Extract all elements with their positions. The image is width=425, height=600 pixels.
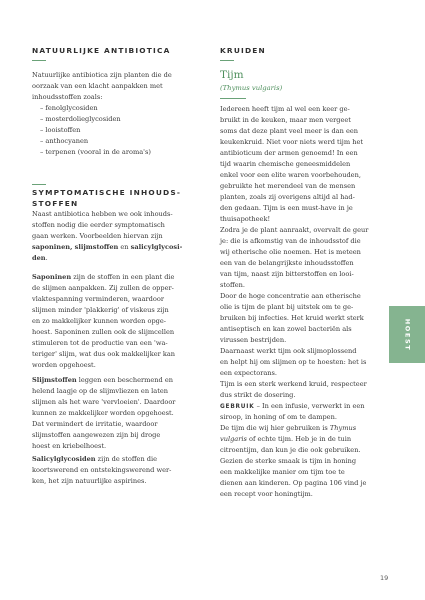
text-line: slijmen als het ware 'vervloeien'. Daardoor <box>32 398 176 406</box>
text-line: en zo makkelijker kunnen worden opge- <box>32 317 167 325</box>
text-line: oorzaak van een klacht aanpakken met <box>32 82 163 90</box>
text-line: tijd waarin chemische geneesmiddelen <box>220 160 351 168</box>
text-line: Saponinen zijn de stoffen in een plant die <box>32 273 175 281</box>
paragraph-symptomatisch <box>32 209 182 264</box>
text-line: een recept voor honingtijm. <box>220 490 313 498</box>
text-line: inhoudsstoffen zoals: <box>32 93 103 101</box>
list-item: – terpenen (vooral in de aroma's) <box>40 148 151 156</box>
text-line: Zodra je de plant aanraakt, overvalt de geur <box>220 226 369 234</box>
text-line: gebruikte het merendeel van de mensen <box>220 182 356 190</box>
paragraph-saponinen <box>32 272 175 371</box>
text-line: slijmstoffen aangewezen zijn bij droge <box>32 431 161 439</box>
text-line: stimuleren tot de productie van een 'wa- <box>32 339 168 347</box>
text-line: virussen bestrijden. <box>220 336 287 344</box>
paragraph-antibiotica <box>32 70 190 158</box>
heading-rule <box>220 60 234 61</box>
text-line: antibioticum der armen genoemd! In een <box>220 149 358 157</box>
text-line: dienen aan kinderen. Op pagina 106 vind je <box>220 479 367 487</box>
text-line: Dat vermindert de irritatie, waardoor <box>32 420 158 428</box>
text-line: Naast antibiotica hebben we ook inhouds- <box>32 210 173 218</box>
section-heading-natuurlijke-antibiotica: NATUURLIJKE ANTIBIOTICA <box>32 46 171 55</box>
text-line: planten, zoals zij overigens altijd al had- <box>220 193 355 201</box>
title-rule <box>220 98 246 99</box>
text-line: wij etherische olie noemen. Het is meteen <box>220 248 361 256</box>
text-line: dus strikt de dosering. <box>220 391 296 399</box>
text-line: helend laagje op de slijmvliezen en laten <box>32 387 169 395</box>
text-line: enkel voor een elite waren voorbehouden, <box>220 171 361 179</box>
section-heading-symptomatische-line2: STOFFEN <box>32 199 79 208</box>
side-tab-hoest[interactable] <box>389 306 425 363</box>
text-line: Daarnaast werkt tijm ook slijmoplossend <box>220 347 357 355</box>
herb-body-text <box>220 104 368 500</box>
text-line: hoest. Saponinen zullen ook de slijmcellen <box>32 328 175 336</box>
text-line: je: die is afkomstig van de inhoudsstof die <box>220 237 361 245</box>
text-line: thuisapotheek! <box>220 215 271 223</box>
text-line: stoffen. <box>220 281 245 289</box>
page-number: 19 <box>380 574 389 582</box>
text-line: soms dat deze plant veel meer is dan een <box>220 127 359 135</box>
text-line: olie is tijm de plant bij uitstek om te ge- <box>220 303 354 311</box>
paragraph-salicylglycosiden <box>32 454 171 487</box>
text-span: De tijm die wij hier gebruiken is <box>220 424 330 432</box>
text-line: hoest en kriebelhoest. <box>32 442 107 450</box>
text-line: Natuurlijke antibiotica zijn planten die de <box>32 71 172 79</box>
text-line: vlaktespanning verminderen, waardoor <box>32 295 164 303</box>
text-line: bruikt in de keuken, maar men vergeet <box>220 116 351 124</box>
gebruik-line <box>220 401 368 412</box>
heading-rule <box>32 60 46 61</box>
text-line: Iedereen heeft tijm al wel een keer ge- <box>220 105 350 113</box>
text-line-mixed <box>220 434 368 445</box>
text-line: Gezien de sterke smaak is tijm in honing <box>220 457 357 465</box>
paragraph-slijmstoffen <box>32 375 175 452</box>
heading-rule <box>32 184 46 185</box>
text-line: Tijm is een sterk werkend kruid, respecteer <box>220 380 367 388</box>
text-line: teriger' slijm, wat dus ook makkelijker kan <box>32 350 176 358</box>
text-line: en helpt hij om slijmen op te hoesten: het is <box>220 358 367 366</box>
text-line: een expectorans. <box>220 369 278 377</box>
text-line: den gedaan. Tijm is een must-have in je <box>220 204 353 212</box>
text-line: koortswerend en ontstekingswerend wer- <box>32 466 172 474</box>
herb-latin-name: (Thymus vulgaris) <box>220 84 283 92</box>
text-line: bruiken bij infecties. Het kruid werkt sterk <box>220 314 364 322</box>
text-line: de slijmen aanpakken. Zij zullen de opper- <box>32 284 174 292</box>
text-line: gaan werken. Voorbeelden hiervan zijn <box>32 232 163 240</box>
list-item: – fenolglycosiden <box>40 104 98 112</box>
latin-genus: Thymus <box>329 424 357 432</box>
herb-title: Tijm <box>220 69 244 81</box>
text-line: stoffen nodig die eerder symptomatisch <box>32 221 165 229</box>
text-line: slijmen minder 'plakkerig' of viskeus zijn <box>32 306 169 314</box>
latin-species: vulgaris <box>220 435 247 443</box>
text-line: van tijm, naast zijn bitterstoffen en looi- <box>220 270 354 278</box>
list-item: – looistoffen <box>40 126 81 134</box>
text-line: Salicylglycosiden zijn de stoffen die <box>32 455 158 463</box>
list-item: – mosterdolieglycosiden <box>40 115 121 123</box>
text-line-bold: den. <box>32 254 48 262</box>
text-line: een makkelijke manier om tijm toe te <box>220 468 345 476</box>
section-heading-symptomatische-line1: SYMPTOMATISCHE INHOUDS- <box>32 188 182 197</box>
list-item: – anthocyanen <box>40 137 89 145</box>
side-tab-label: HOEST <box>403 318 411 351</box>
text-line: citroentijm, dan kun je die ook gebruiken. <box>220 446 361 454</box>
text-line-mixed <box>220 423 368 434</box>
text-line: keukenkruid. Niet voor niets werd tijm het <box>220 138 363 146</box>
text-line: siroop, in honing of om te dampen. <box>220 413 337 421</box>
text-line: Door de hoge concentratie aan etherische <box>220 292 361 300</box>
gebruik-label: GEBRUIK <box>220 404 255 410</box>
section-heading-kruiden: KRUIDEN <box>220 46 266 55</box>
text-line: Slijmstoffen leggen een beschermend en <box>32 376 174 384</box>
gebruik-text: – In een infusie, verwerkt in een <box>254 402 365 410</box>
text-line: worden opgehoest. <box>32 361 96 369</box>
text-line: ken, het zijn natuurlijke aspirines. <box>32 477 147 485</box>
text-line-bold: saponinen, slijmstoffen en salicylglycosi- <box>32 243 183 251</box>
text-line: kunnen ze makkelijker worden opgehoest. <box>32 409 174 417</box>
text-span: of echte tijm. Heb je in de tuin <box>246 435 352 443</box>
text-line: antiseptisch en kan zowel bacteriën als <box>220 325 352 333</box>
text-line: een van de belangrijkste inhoudsstoffen <box>220 259 354 267</box>
